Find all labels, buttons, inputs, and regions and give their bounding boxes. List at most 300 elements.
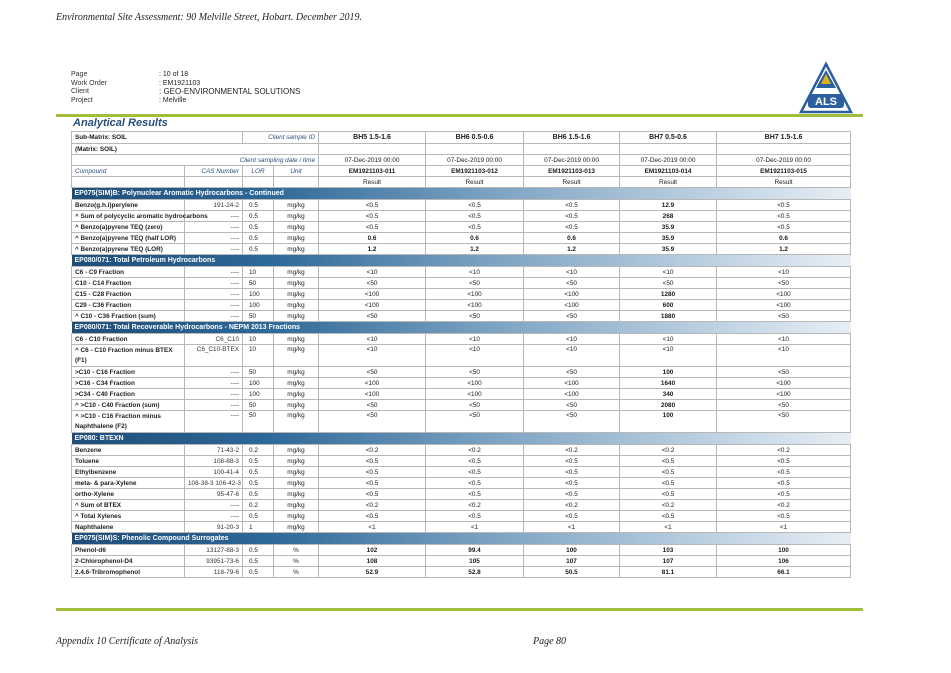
lor-value: 10 xyxy=(243,345,274,367)
result-row xyxy=(72,545,851,556)
result-value: <0.5 xyxy=(426,456,524,467)
result-row xyxy=(72,200,851,211)
result-value: <100 xyxy=(717,389,851,400)
unit: mg/kg xyxy=(274,467,319,478)
unit: mg/kg xyxy=(274,311,319,322)
result-value: <0.5 xyxy=(717,456,851,467)
unit: % xyxy=(274,545,319,556)
cas-number: ---- xyxy=(185,267,243,278)
lor-value: 0.5 xyxy=(243,456,274,467)
unit: mg/kg xyxy=(274,222,319,233)
result-value: <50 xyxy=(524,400,620,411)
result-value: <50 xyxy=(717,311,851,322)
result-value: <100 xyxy=(717,378,851,389)
analyte-name: C15 - C28 Fraction xyxy=(72,289,185,300)
analyte-name: >C10 - C16 Fraction xyxy=(72,367,185,378)
analyte-name: 2-Chlorophenol-D4 xyxy=(72,556,185,567)
result-value: 0.6 xyxy=(426,233,524,244)
result-row xyxy=(72,511,851,522)
analyte-name: ^ Sum of BTEX xyxy=(72,500,185,511)
result-value: <50 xyxy=(319,411,426,433)
unit: mg/kg xyxy=(274,456,319,467)
unit: mg/kg xyxy=(274,378,319,389)
result-value: <50 xyxy=(426,311,524,322)
result-value: <0.5 xyxy=(524,222,620,233)
result-value: 100 xyxy=(524,545,620,556)
cas-number: ---- xyxy=(185,311,243,322)
analyte-name: ^ C10 - C36 Fraction (sum) xyxy=(72,311,185,322)
result-value: 105 xyxy=(426,556,524,567)
footer-appendix: Appendix 10 Certificate of Analysis xyxy=(56,636,199,647)
result-value: 268 xyxy=(620,211,717,222)
result-value: 1.2 xyxy=(319,244,426,255)
cas-number: C6_C10 xyxy=(185,334,243,345)
result-value: <0.2 xyxy=(620,500,717,511)
analyte-name: Benzo(g.h.i)perylene xyxy=(72,200,185,211)
result-row xyxy=(72,233,851,244)
analyte-name: ortho-Xylene xyxy=(72,489,185,500)
lor-value: 1 xyxy=(243,522,274,533)
result-value: <0.5 xyxy=(426,489,524,500)
unit: mg/kg xyxy=(274,233,319,244)
result-row xyxy=(72,389,851,400)
result-row xyxy=(72,311,851,322)
result-value: <100 xyxy=(524,289,620,300)
result-value: <10 xyxy=(426,345,524,367)
result-value: 1.2 xyxy=(426,244,524,255)
unit: mg/kg xyxy=(274,411,319,433)
result-value: <10 xyxy=(717,345,851,367)
result-value: 340 xyxy=(620,389,717,400)
result-value: <100 xyxy=(319,389,426,400)
unit-header: Unit xyxy=(274,166,319,177)
lor-value: 0.5 xyxy=(243,478,274,489)
result-value: <0.5 xyxy=(524,200,620,211)
result-value: <1 xyxy=(426,522,524,533)
result-value: <0.5 xyxy=(717,200,851,211)
analyte-name: Naphthalene xyxy=(72,522,185,533)
cas-number: 13127-88-3 xyxy=(185,545,243,556)
section-title: EP080/071: Total Recoverable Hydrocarbons - NEPM 2013 Fractions xyxy=(72,322,851,334)
result-value: 0.6 xyxy=(717,233,851,244)
result-value: <100 xyxy=(426,378,524,389)
meta-key: Project xyxy=(71,96,93,104)
result-value: <10 xyxy=(426,334,524,345)
result-label: Result xyxy=(717,177,851,188)
analyte-name: 2.4.6-Tribromophenol xyxy=(72,567,185,578)
result-label: Result xyxy=(524,177,620,188)
result-value: <0.5 xyxy=(426,211,524,222)
cas-number: ---- xyxy=(185,244,243,255)
result-value: 52.8 xyxy=(426,567,524,578)
sampling-date: 07-Dec-2019 00:00 xyxy=(620,155,717,166)
result-value: 35.9 xyxy=(620,222,717,233)
section-title: EP075(SIM)S: Phenolic Compound Surrogates xyxy=(72,533,851,545)
page-title: Analytical Results xyxy=(73,117,168,129)
result-row xyxy=(72,500,851,511)
lor-value: 0.2 xyxy=(243,500,274,511)
result-value: <0.5 xyxy=(620,489,717,500)
result-value: <50 xyxy=(717,400,851,411)
unit: mg/kg xyxy=(274,389,319,400)
analyte-name: C6 - C10 Fraction xyxy=(72,334,185,345)
unit: mg/kg xyxy=(274,345,319,367)
unit: mg/kg xyxy=(274,244,319,255)
lor-value: 0.5 xyxy=(243,211,274,222)
result-value: <0.5 xyxy=(717,467,851,478)
unit: mg/kg xyxy=(274,211,319,222)
section-phenolic-surrogates xyxy=(72,533,851,578)
result-value: <10 xyxy=(524,267,620,278)
result-value: <0.5 xyxy=(524,511,620,522)
result-value: <50 xyxy=(620,278,717,289)
result-value: <0.5 xyxy=(426,478,524,489)
analyte-name: ^ Total Xylenes xyxy=(72,511,185,522)
result-value: <50 xyxy=(319,311,426,322)
lor-value: 0.2 xyxy=(243,445,274,456)
cas-number: ---- xyxy=(185,411,243,433)
result-row xyxy=(72,489,851,500)
section-header xyxy=(72,322,851,334)
result-value: <0.5 xyxy=(717,511,851,522)
analyte-name: ^ Benzo(a)pyrene TEQ (zero) xyxy=(72,222,185,233)
result-value: <0.5 xyxy=(620,467,717,478)
result-value: <0.5 xyxy=(524,211,620,222)
result-value: <0.5 xyxy=(319,211,426,222)
submatrix-label: Sub-Matrix: SOIL xyxy=(72,132,243,144)
result-value: 103 xyxy=(620,545,717,556)
meta-value: : Melville xyxy=(159,96,187,104)
cas-number: ---- xyxy=(185,500,243,511)
footer-page-number: Page 80 xyxy=(533,636,567,647)
sampling-date: 07-Dec-2019 00:00 xyxy=(717,155,851,166)
cas-number: ---- xyxy=(185,367,243,378)
result-row xyxy=(72,411,851,433)
result-value: <0.5 xyxy=(717,478,851,489)
result-value: <0.5 xyxy=(524,489,620,500)
result-row xyxy=(72,300,851,311)
analyte-name: Phenol-d6 xyxy=(72,545,185,556)
lor-value: 0.5 xyxy=(243,244,274,255)
sample-id: BH6 0.5-0.6 xyxy=(426,132,524,144)
analyte-name: ^ C6 - C10 Fraction minus BTEX (F1) xyxy=(72,345,185,367)
lor-value: 10 xyxy=(243,267,274,278)
meta-key: Work Order xyxy=(71,79,108,87)
result-value: <100 xyxy=(524,300,620,311)
analyte-name: C29 - C36 Fraction xyxy=(72,300,185,311)
analyte-name: >C34 - C40 Fraction xyxy=(72,389,185,400)
result-value: <50 xyxy=(524,311,620,322)
compound-header: Compound xyxy=(72,166,185,177)
result-value: 52.9 xyxy=(319,567,426,578)
header-row-matrix xyxy=(72,144,851,155)
result-value: <50 xyxy=(319,278,426,289)
cas-number: ---- xyxy=(185,289,243,300)
result-value: 81.1 xyxy=(620,567,717,578)
result-value: <100 xyxy=(524,378,620,389)
result-value: <100 xyxy=(524,389,620,400)
meta-row-page xyxy=(71,71,300,80)
result-value: <0.5 xyxy=(620,478,717,489)
result-value: <0.2 xyxy=(426,500,524,511)
lor-value: 0.5 xyxy=(243,511,274,522)
result-value: 107 xyxy=(620,556,717,567)
result-value: <0.2 xyxy=(426,445,524,456)
lor-header: LOR xyxy=(243,166,274,177)
header-row-sampling-date xyxy=(72,155,851,166)
unit: mg/kg xyxy=(274,289,319,300)
sampling-date: 07-Dec-2019 00:00 xyxy=(524,155,620,166)
cas-number: 191-24-2 xyxy=(185,200,243,211)
cas-number: ---- xyxy=(185,389,243,400)
sampling-date: 07-Dec-2019 00:00 xyxy=(319,155,426,166)
lor-value: 0.5 xyxy=(243,567,274,578)
section-trh xyxy=(72,322,851,433)
unit: mg/kg xyxy=(274,334,319,345)
result-row xyxy=(72,522,851,533)
section-tph xyxy=(72,255,851,322)
result-value: <10 xyxy=(524,334,620,345)
result-value: <0.2 xyxy=(319,500,426,511)
result-label: Result xyxy=(426,177,524,188)
sample-id: BH7 1.5-1.6 xyxy=(717,132,851,144)
unit: mg/kg xyxy=(274,445,319,456)
result-value: <1 xyxy=(717,522,851,533)
meta-row-client xyxy=(71,88,300,97)
result-value: <50 xyxy=(717,411,851,433)
analyte-name: Ethylbenzene xyxy=(72,467,185,478)
als-logo xyxy=(799,62,853,114)
result-value: 102 xyxy=(319,545,426,556)
unit: mg/kg xyxy=(274,489,319,500)
result-row xyxy=(72,289,851,300)
result-value: 0.6 xyxy=(524,233,620,244)
result-value: <0.5 xyxy=(717,222,851,233)
result-value: <0.5 xyxy=(426,467,524,478)
client-sample-id-label: Client sample ID xyxy=(243,132,319,144)
result-value: <0.5 xyxy=(620,511,717,522)
section-title: EP080: BTEXN xyxy=(72,433,851,445)
cas-number: 95-47-6 xyxy=(185,489,243,500)
analyte-name: Toluene xyxy=(72,456,185,467)
lor-value: 100 xyxy=(243,300,274,311)
lor-value: 50 xyxy=(243,367,274,378)
lor-value: 50 xyxy=(243,278,274,289)
result-value: <0.2 xyxy=(524,445,620,456)
result-row xyxy=(72,367,851,378)
result-value: <0.5 xyxy=(426,222,524,233)
result-row xyxy=(72,278,851,289)
cas-number: ---- xyxy=(185,278,243,289)
result-row xyxy=(72,445,851,456)
analyte-name: ^ Benzo(a)pyrene TEQ (LOR) xyxy=(72,244,185,255)
cas-number: 108-88-3 xyxy=(185,456,243,467)
result-value: 1.2 xyxy=(524,244,620,255)
result-value: <10 xyxy=(319,267,426,278)
lor-value: 50 xyxy=(243,311,274,322)
result-value: <10 xyxy=(319,334,426,345)
analyte-name: Benzene xyxy=(72,445,185,456)
cas-number: 91-20-3 xyxy=(185,522,243,533)
analyte-name: ^ >C10 - C40 Fraction (sum) xyxy=(72,400,185,411)
unit: mg/kg xyxy=(274,400,319,411)
lor-value: 50 xyxy=(243,411,274,433)
cas-header: CAS Number xyxy=(185,166,243,177)
lor-value: 0.5 xyxy=(243,489,274,500)
header-row-lab-id xyxy=(72,166,851,177)
lab-id: EM1921103-011 xyxy=(319,166,426,177)
result-value: <10 xyxy=(717,267,851,278)
result-value: <0.5 xyxy=(717,211,851,222)
result-value: 12.9 xyxy=(620,200,717,211)
result-value: 2080 xyxy=(620,400,717,411)
result-value: <0.2 xyxy=(717,500,851,511)
result-value: <10 xyxy=(620,267,717,278)
lab-id: EM1921103-013 xyxy=(524,166,620,177)
cas-number: 71-43-2 xyxy=(185,445,243,456)
result-row xyxy=(72,400,851,411)
result-value: 1280 xyxy=(620,289,717,300)
result-value: 107 xyxy=(524,556,620,567)
result-value: 100 xyxy=(620,367,717,378)
result-value: <0.5 xyxy=(620,456,717,467)
document-header: Environmental Site Assessment: 90 Melville Street, Hobart. December 2019. xyxy=(56,12,362,23)
result-row xyxy=(72,211,851,222)
result-value: <0.5 xyxy=(319,478,426,489)
header-row-result xyxy=(72,177,851,188)
result-value: <0.5 xyxy=(319,222,426,233)
result-value: <0.5 xyxy=(524,478,620,489)
lor-value: 0.5 xyxy=(243,233,274,244)
result-value: <50 xyxy=(524,411,620,433)
lab-id: EM1921103-015 xyxy=(717,166,851,177)
lor-value: 100 xyxy=(243,378,274,389)
result-value: <100 xyxy=(717,300,851,311)
result-value: 100 xyxy=(620,411,717,433)
result-value: <100 xyxy=(426,300,524,311)
report-meta xyxy=(71,71,300,105)
meta-key: Page xyxy=(71,71,88,78)
result-row xyxy=(72,478,851,489)
result-value: 66.1 xyxy=(717,567,851,578)
matrix-label: (Matrix: SOIL) xyxy=(72,144,319,155)
result-value: 1640 xyxy=(620,378,717,389)
result-value: <0.5 xyxy=(319,489,426,500)
unit: % xyxy=(274,556,319,567)
logo-text: ALS xyxy=(815,96,837,108)
result-value: <100 xyxy=(426,389,524,400)
unit: mg/kg xyxy=(274,478,319,489)
result-value: <50 xyxy=(319,400,426,411)
meta-row-project xyxy=(71,97,300,106)
result-value: 1880 xyxy=(620,311,717,322)
analyte-name: meta- & para-Xylene xyxy=(72,478,185,489)
result-value: <0.5 xyxy=(319,511,426,522)
lor-value: 100 xyxy=(243,289,274,300)
unit: mg/kg xyxy=(274,267,319,278)
result-row xyxy=(72,222,851,233)
result-row xyxy=(72,378,851,389)
cas-number: ---- xyxy=(185,222,243,233)
result-value: 1.2 xyxy=(717,244,851,255)
result-value: <0.5 xyxy=(524,467,620,478)
result-value: <0.5 xyxy=(426,200,524,211)
analytical-results-table xyxy=(71,131,851,578)
meta-value: : GEO-ENVIRONMENTAL SOLUTIONS xyxy=(159,87,301,97)
result-value: <50 xyxy=(524,278,620,289)
bottom-rule xyxy=(56,608,863,611)
section-title: EP075(SIM)B: Polynuclear Aromatic Hydrocarbons - Continued xyxy=(72,188,851,200)
result-row xyxy=(72,556,851,567)
header-row-sample-id xyxy=(72,132,851,144)
result-value: 100 xyxy=(717,545,851,556)
result-value: <10 xyxy=(717,334,851,345)
lor-value: 50 xyxy=(243,400,274,411)
result-value: <100 xyxy=(319,378,426,389)
result-value: <10 xyxy=(319,345,426,367)
cas-number: 118-79-6 xyxy=(185,567,243,578)
meta-value: : 10 of 18 xyxy=(159,71,189,78)
lor-value: 100 xyxy=(243,389,274,400)
result-value: <0.2 xyxy=(717,445,851,456)
result-row xyxy=(72,244,851,255)
analyte-name: C6 - C9 Fraction xyxy=(72,267,185,278)
result-row xyxy=(72,345,851,367)
section-header xyxy=(72,255,851,267)
result-value: <50 xyxy=(426,367,524,378)
unit: mg/kg xyxy=(274,522,319,533)
result-row xyxy=(72,456,851,467)
result-value: <10 xyxy=(620,334,717,345)
sample-id: BH7 0.5-0.6 xyxy=(620,132,717,144)
sampling-date-label: Client sampling date / time xyxy=(72,155,319,166)
cas-number: ---- xyxy=(185,233,243,244)
lor-value: 10 xyxy=(243,334,274,345)
result-value: 35.9 xyxy=(620,233,717,244)
result-value: <100 xyxy=(319,300,426,311)
result-value: <10 xyxy=(524,345,620,367)
lab-id: EM1921103-012 xyxy=(426,166,524,177)
section-header xyxy=(72,533,851,545)
result-value: <0.2 xyxy=(319,445,426,456)
cas-number: 93951-73-6 xyxy=(185,556,243,567)
result-row xyxy=(72,467,851,478)
analyte-name: ^ Benzo(a)pyrene TEQ (half LOR) xyxy=(72,233,185,244)
meta-value: : EM1921103 xyxy=(159,79,201,87)
result-value: <50 xyxy=(319,367,426,378)
result-value: 50.5 xyxy=(524,567,620,578)
unit: mg/kg xyxy=(274,300,319,311)
result-value: <0.2 xyxy=(524,500,620,511)
result-value: <50 xyxy=(426,278,524,289)
unit: mg/kg xyxy=(274,367,319,378)
sample-id: BH6 1.5-1.6 xyxy=(524,132,620,144)
result-value: <0.5 xyxy=(717,489,851,500)
analyte-name: ^ Sum of polycyclic aromatic hydrocarbons xyxy=(72,211,185,222)
result-label: Result xyxy=(620,177,717,188)
unit: mg/kg xyxy=(274,511,319,522)
lab-id: EM1921103-014 xyxy=(620,166,717,177)
lor-value: 0.5 xyxy=(243,222,274,233)
result-value: <10 xyxy=(620,345,717,367)
result-row xyxy=(72,267,851,278)
result-value: <1 xyxy=(620,522,717,533)
cas-number: 108-38-3 106-42-3 xyxy=(185,478,243,489)
section-pah xyxy=(72,188,851,255)
cas-number: ---- xyxy=(185,511,243,522)
top-rule xyxy=(56,114,863,117)
cas-number: ---- xyxy=(185,400,243,411)
